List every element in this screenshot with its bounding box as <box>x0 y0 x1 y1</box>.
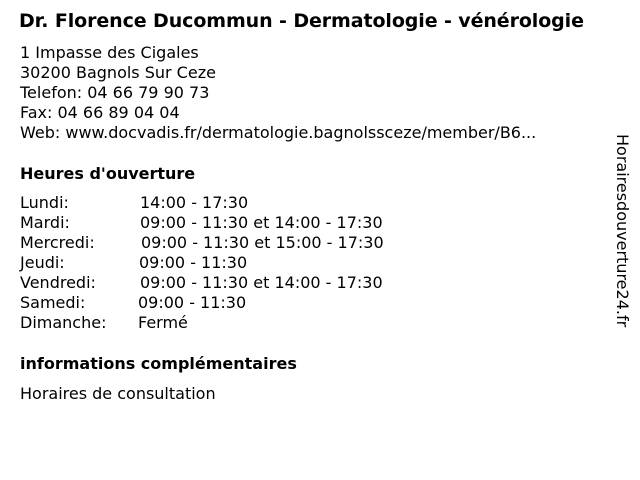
watermark-text: Horairesdouverture24.fr <box>613 134 632 328</box>
street-address: 1 Impasse des Cigales <box>20 43 199 62</box>
city-address: 30200 Bagnols Sur Ceze <box>20 63 216 82</box>
phone-number: Telefon: 04 66 79 90 73 <box>20 83 210 102</box>
day-label: Dimanche: <box>20 313 107 332</box>
day-hours: 09:00 - 11:30 et 15:00 - 17:30 <box>141 233 384 252</box>
website-link: Web: www.docvadis.fr/dermatologie.bagnolssceze/member/B6... <box>20 123 537 142</box>
page-title: Dr. Florence Ducommun - Dermatologie - vénérologie <box>19 10 584 32</box>
day-label: Jeudi: <box>20 253 65 272</box>
opening-hours-heading: Heures d'ouverture <box>20 164 196 183</box>
day-hours: 09:00 - 11:30 et 14:00 - 17:30 <box>140 273 383 292</box>
watermark <box>612 134 632 344</box>
day-hours: 09:00 - 11:30 et 14:00 - 17:30 <box>140 213 383 232</box>
day-label: Lundi: <box>20 193 69 212</box>
fax-number: Fax: 04 66 89 04 04 <box>20 103 180 122</box>
day-label: Samedi: <box>20 293 86 312</box>
additional-info-text: Horaires de consultation <box>20 384 216 403</box>
day-hours: 14:00 - 17:30 <box>140 193 249 212</box>
day-hours: Fermé <box>138 313 188 332</box>
day-label: Vendredi: <box>20 273 96 292</box>
additional-info-heading: informations complémentaires <box>20 354 297 373</box>
day-hours: 09:00 - 11:30 <box>139 253 248 272</box>
day-label: Mercredi: <box>20 233 95 252</box>
day-label: Mardi: <box>20 213 70 232</box>
day-hours: 09:00 - 11:30 <box>138 293 247 312</box>
address-block <box>20 43 536 143</box>
